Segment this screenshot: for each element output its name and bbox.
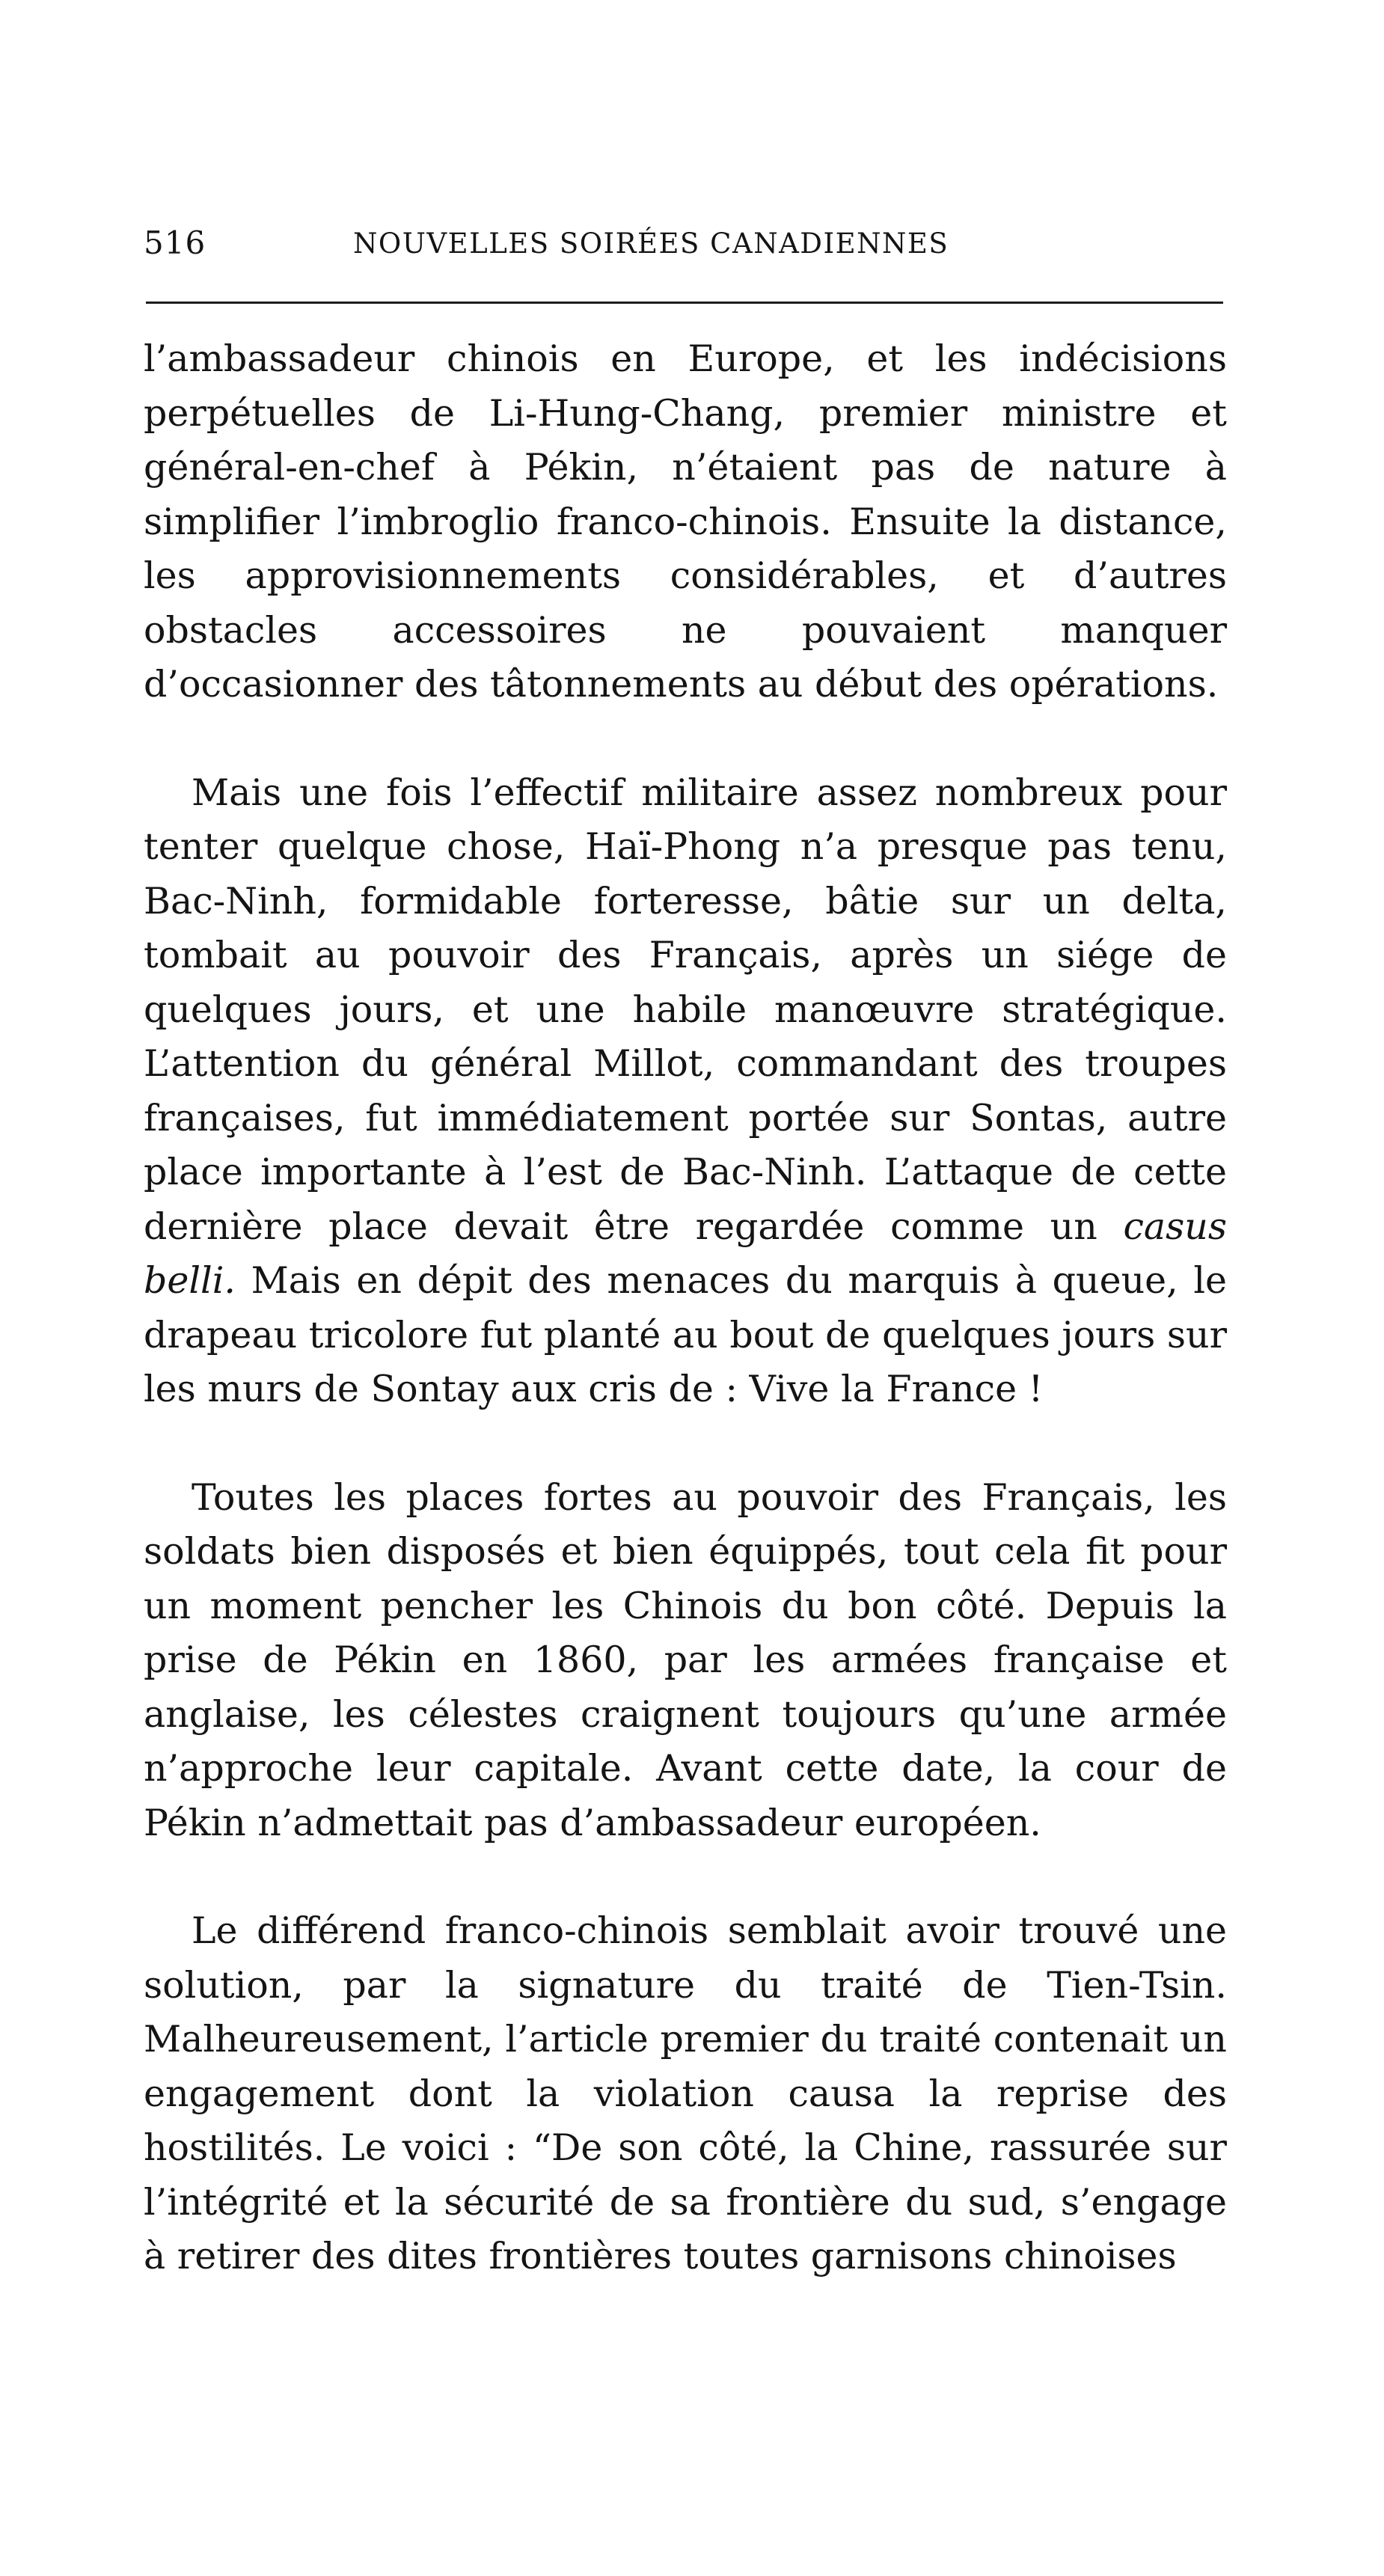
paragraph-tien-tsin: Le différend franco-chinois semblait avoir trouvé une solution, par la signature du traité de Tien-Tsin. Malheureusement, l’article premier du traité contenait un engagement dont la violation causa la reprise des hostilités. Le voici : “De son côté, la Chine, rassurée sur l’intégrité et la sécurité de sa frontière du sud, s’engage à retirer des dites frontières toutes garnisons chinoises [144, 1909, 1227, 2277]
paragraph-text: Mais en dépit des menaces du marquis à queue, le drapeau tricolore fut planté au bout de quelques jours sur les murs de Sontay aux cris de : Vive la France ! [144, 1259, 1227, 1410]
paragraph-gap [144, 1417, 1227, 1471]
body-text [144, 332, 1227, 2284]
paragraph-gap [144, 712, 1227, 766]
page-header [144, 224, 1228, 269]
header-rule [146, 302, 1223, 304]
paragraph-gap [144, 1850, 1227, 1904]
paragraph-text: Mais une fois l’effectif militaire assez nombreux pour tenter quelque chose, Haï-Phong n’a presque pas tenu, Bac-Ninh, formidable forteresse, bâtie sur un delta, tombait au pouvoir des Français, après un siége de quelques jours, et une habile manœuvre stratégique. L’attention du général Millot, commandant des troupes françaises, fut immédiatement portée sur Sontas, autre place importante à l’est de Bac-Ninh. L’attaque de cette dernière place devait être regardée comme un [144, 771, 1227, 1248]
italic-phrase: casus belli. [144, 1205, 1227, 1302]
paragraph-sontay [144, 766, 1227, 1417]
running-title: NOUVELLES SOIRÉES CANADIENNES [353, 227, 949, 260]
page-number: 516 [144, 224, 206, 261]
paragraph-continuation: l’ambassadeur chinois en Europe, et les indécisions perpétuelles de Li-Hung-Chang, premier ministre et général-en-chef à Pékin, n’étaient pas de nature à simplifier l’imbroglio franco-chinois. Ensuite la distance, les approvisionnements considérables, et d’autres obstacles accessoires ne pouvaient manquer d’occasionner des tâtonnements au début des opérations. [144, 337, 1227, 706]
paragraph-places-fortes: Toutes les places fortes au pouvoir des Français, les soldats bien disposés et bien équippés, tout cela fit pour un moment pencher les Chinois du bon côté. Depuis la prise de Pékin en 1860, par les armées française et anglaise, les célestes craignent toujours qu’une armée n’approche leur capitale. Avant cette date, la cour de Pékin n’admettait pas d’ambassadeur européen. [144, 1475, 1227, 1844]
